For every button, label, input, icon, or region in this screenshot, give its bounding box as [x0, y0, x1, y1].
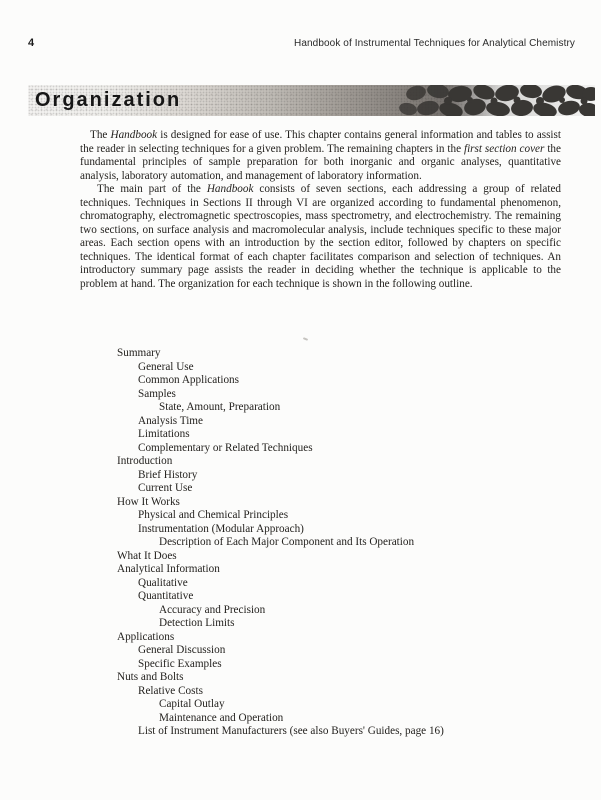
outline-item: Introduction [117, 455, 173, 467]
italic-text-run: first section cover [463, 142, 545, 155]
outline-item: Common Applications [138, 374, 239, 386]
text-run: The main part of the [97, 183, 207, 195]
section-banner [28, 85, 595, 116]
outline-item: Description of Each Major Component and Its Operation [159, 536, 415, 548]
outline-item: General Discussion [138, 644, 226, 656]
italic-text-run: Handbook [206, 183, 254, 195]
outline-item: Analysis Time [138, 414, 203, 427]
outline-item: Brief History [138, 468, 198, 481]
outline-item: Physical and Chemical Principles [138, 509, 289, 521]
body-paragraphs [80, 129, 561, 291]
outline-list [117, 347, 557, 739]
outline-item: Capital Outlay [159, 698, 225, 710]
outline-item: Relative Costs [138, 684, 203, 697]
scan-speck [303, 337, 308, 341]
outline-item: Detection Limits [159, 617, 235, 629]
body-paragraph [80, 183, 561, 291]
body-paragraph [80, 129, 561, 183]
outline-item: How It Works [117, 495, 180, 508]
text-run: consists of seven sections, each addressing a group of related techniques. Techniques in Sections II through VI are organized according to fundamental phenomenon, chromatography, electromagnetic spectroscopies, mass spectrometry, and electrochemistry. The remaining two sections, on surface analysis and macromolecular analysis, include techniques specific to these major areas. Each section opens with an introduction by the section editor, followed by chapters on specific techniques. The identical format of each chapter facilitates comparison and selection of techniques. An introductory summary page assists the reader in deciding whether the technique is applicable to the problem at hand. The organization for each technique is shown in the following outline. [80, 183, 561, 290]
text-run: the fundamental principles of sample preparation for both inorganic and organic analyses, quantitative analysis, laboratory automation, and management of laboratory information. [80, 142, 561, 182]
outline-item: Specific Examples [138, 657, 222, 670]
outline-item: Samples [138, 387, 176, 400]
text-run: The [90, 129, 111, 141]
outline-item: Limitations [138, 428, 190, 440]
outline-item: Analytical Information [117, 563, 220, 575]
outline-item: State, Amount, Preparation [159, 401, 281, 413]
outline-item: What It Does [117, 549, 177, 562]
outline-item: Maintenance and Operation [159, 711, 284, 724]
outline-item: Qualitative [138, 576, 188, 589]
outline-item: Nuts and Bolts [117, 671, 184, 683]
outline-item: Applications [117, 630, 175, 643]
italic-text-run: Handbook [110, 129, 158, 141]
running-head [28, 37, 575, 49]
outline-item: Instrumentation (Modular Approach) [138, 522, 304, 535]
outline-item: Summary [117, 347, 161, 359]
text-run: is designed for ease of use. This chapter contains general information and tables to assist the reader in selecting techniques for a given problem. The remaining chapters in the [80, 129, 561, 155]
page-number: 4 [28, 37, 35, 49]
outline-item: Complementary or Related Techniques [138, 441, 313, 454]
section-title: Organization [35, 89, 182, 111]
outline-item: List of Instrument Manufacturers (see also Buyers' Guides, page 16) [138, 725, 444, 737]
outline-item: General Use [138, 360, 194, 373]
running-title: Handbook of Instrumental Techniques for Analytical Chemistry [294, 38, 575, 49]
outline-item: Accuracy and Precision [159, 603, 266, 616]
outline-item: Quantitative [138, 590, 194, 602]
outline-item: Current Use [138, 482, 193, 494]
